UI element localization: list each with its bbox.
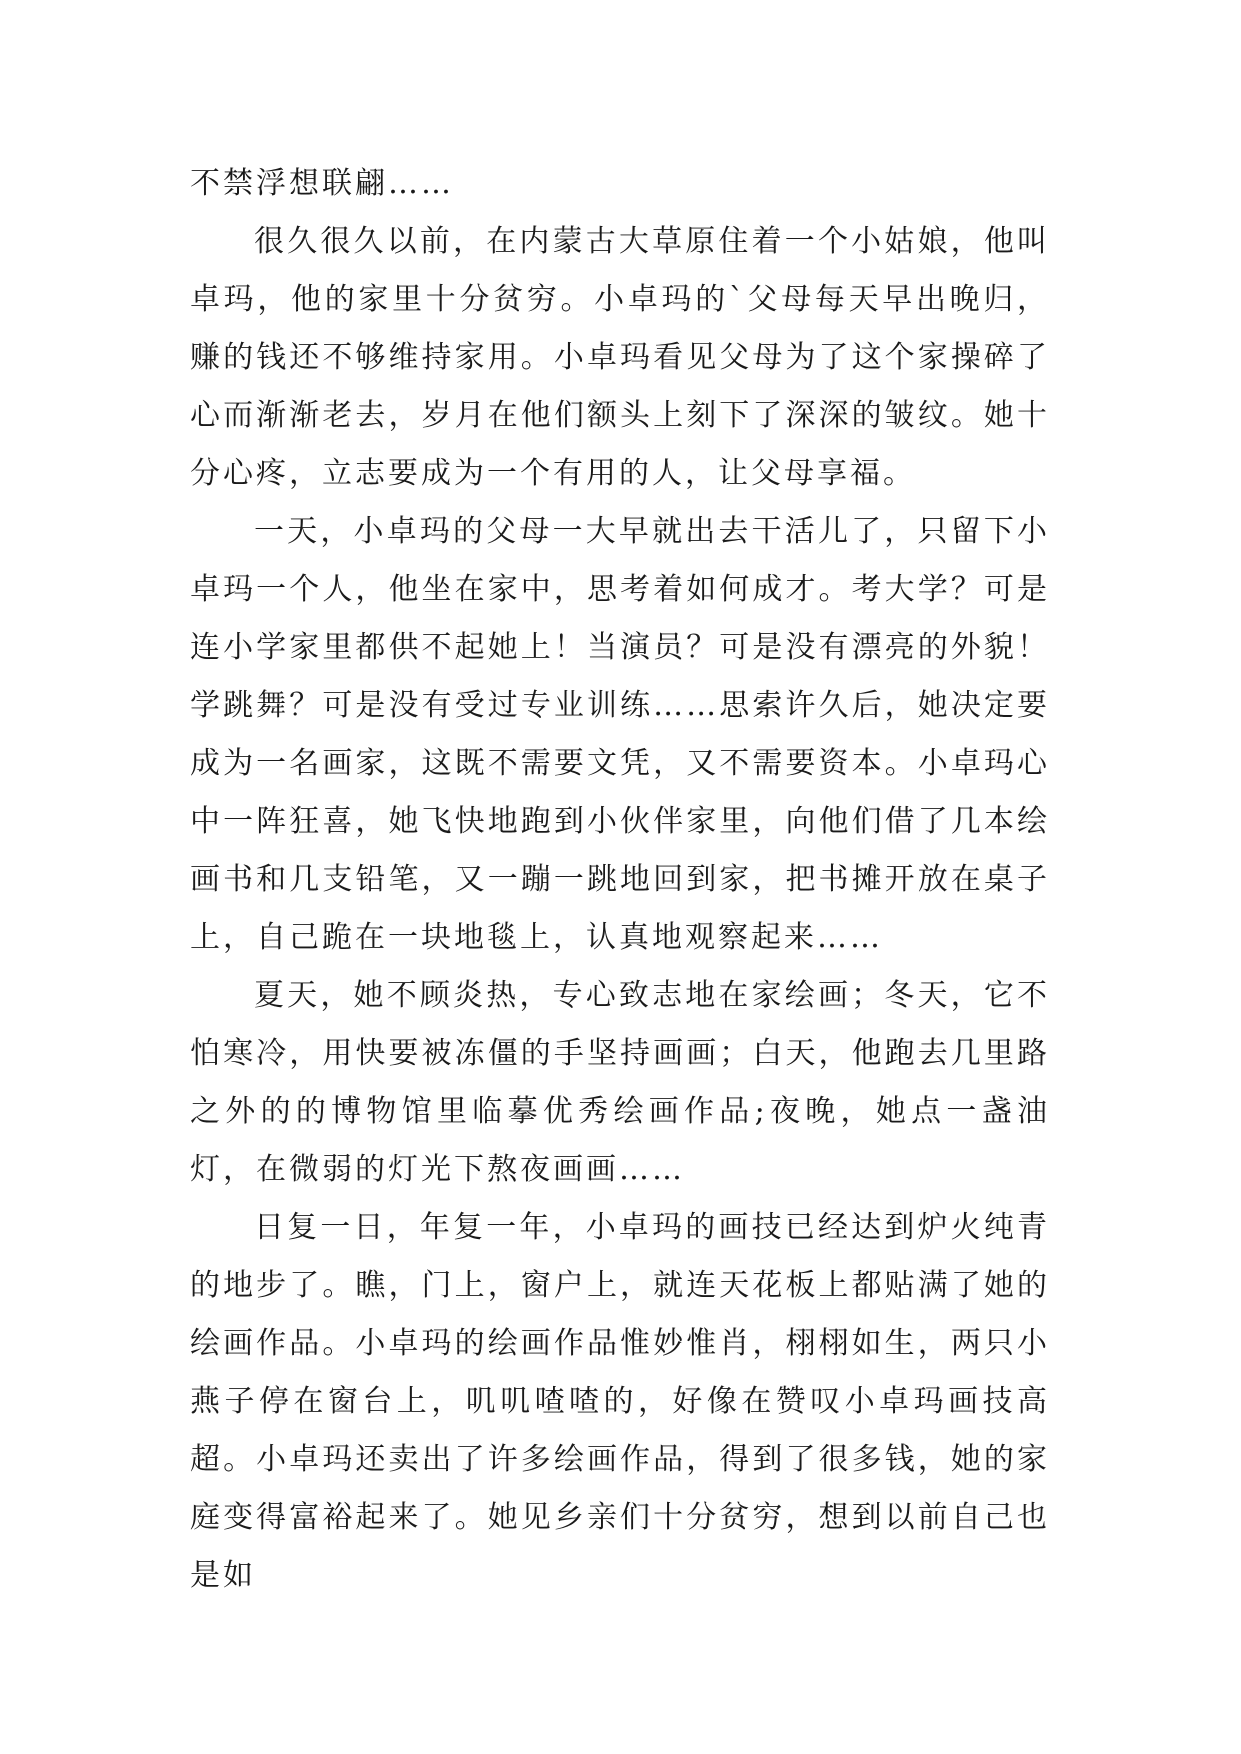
body-text xyxy=(190,155,1050,1605)
paragraph: 很久很久以前，在内蒙古大草原住着一个小姑娘，他叫卓玛，他的家里十分贫穷。小卓玛的`父母每天早出晚归，赚的钱还不够维持家用。小卓玛看见父母为了这个家操碎了心而渐渐老去，岁月在他们额头上刻下了深深的皱纹。她十分心疼，立志要成为一个有用的人，让父母享福。 xyxy=(190,224,1050,491)
paragraph: 不禁浮想联翩…… xyxy=(190,166,454,201)
paragraph: 夏天，她不顾炎热，专心致志地在家绘画；冬天，它不怕寒冷，用快要被冻僵的手坚持画画；白天，他跑去几里路之外的的博物馆里临摹优秀绘画作品;夜晚，她点一盏油灯，在微弱的灯光下熬夜画画…… xyxy=(190,978,1050,1187)
paragraph: 日复一日，年复一年，小卓玛的画技已经达到炉火纯青的地步了。瞧，门上，窗户上，就连天花板上都贴满了她的绘画作品。小卓玛的绘画作品惟妙惟肖，栩栩如生，两只小燕子停在窗台上，叽叽喳喳的，好像在赞叹小卓玛画技高超。小卓玛还卖出了许多绘画作品，得到了很多钱，她的家庭变得富裕起来了。她见乡亲们十分贫穷，想到以前自己也是如 xyxy=(190,1210,1050,1593)
paragraph: 一天，小卓玛的父母一大早就出去干活儿了，只留下小卓玛一个人，他坐在家中，思考着如何成才。考大学？可是连小学家里都供不起她上！当演员？可是没有漂亮的外貌！学跳舞？可是没有受过专业训练……思索许久后，她决定要成为一名画家，这既不需要文凭，又不需要资本。小卓玛心中一阵狂喜，她飞快地跑到小伙伴家里，向他们借了几本绘画书和几支铅笔，又一蹦一跳地回到家，把书摊开放在桌子上，自己跪在一块地毯上，认真地观察起来…… xyxy=(190,514,1050,955)
